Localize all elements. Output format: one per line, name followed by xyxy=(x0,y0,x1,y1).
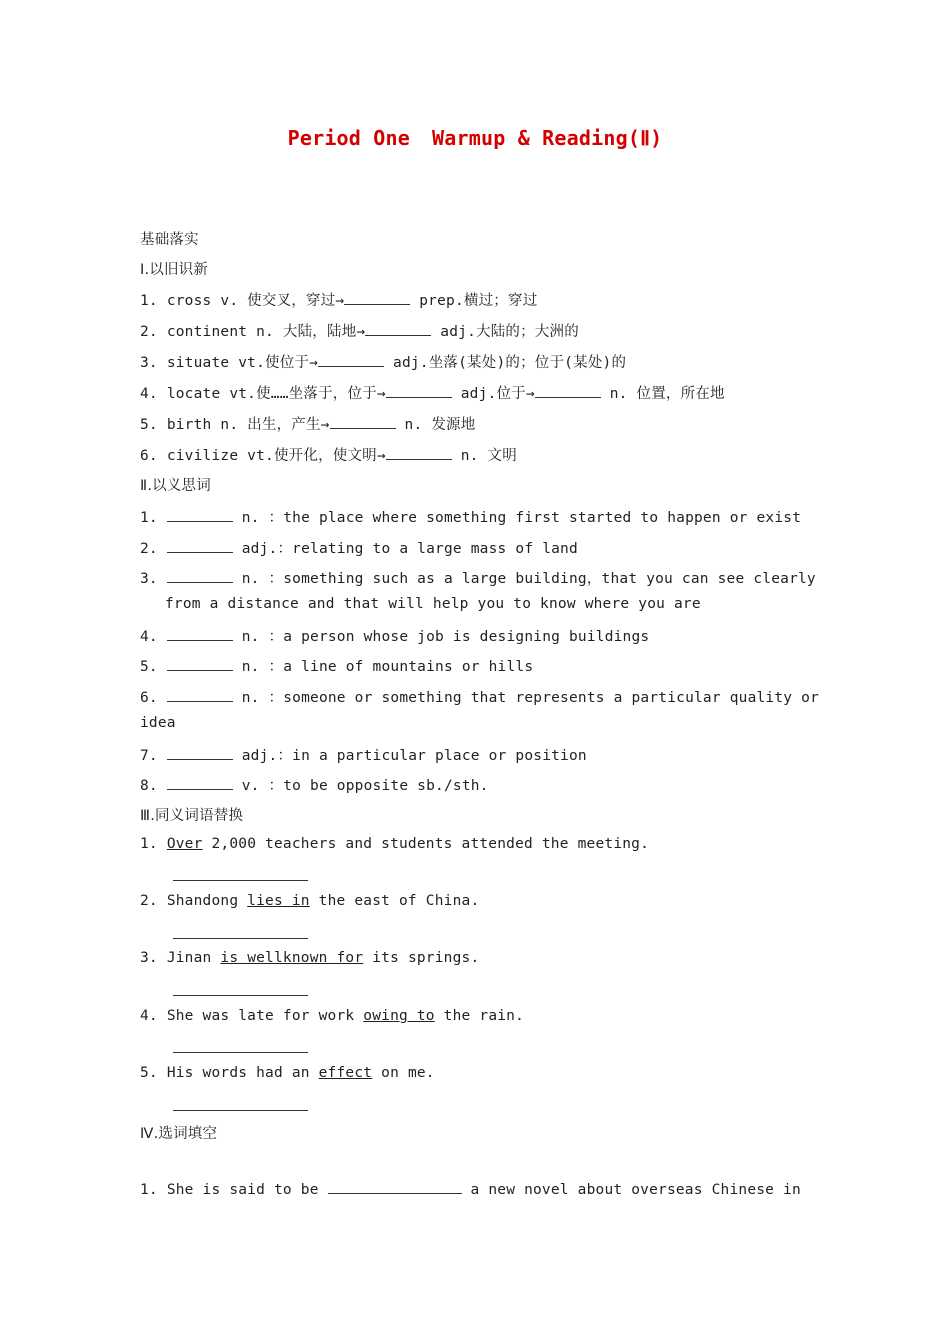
list-item: 1. cross v. 使交叉，穿过→ prep.横过；穿过 xyxy=(140,293,538,309)
title-topic: Warmup & Reading(Ⅱ) xyxy=(432,126,663,150)
list-item: 2. Shandong lies in the east of China. xyxy=(140,893,480,909)
list-item: 7. adj.：in a particular place or position xyxy=(140,748,587,764)
answer-blank[interactable] xyxy=(167,777,233,790)
answer-blank[interactable] xyxy=(344,292,410,305)
list-item: 6. civilize vt.使开化，使文明→ n. 文明 xyxy=(140,448,517,464)
answer-blank[interactable] xyxy=(167,658,233,671)
section-heading: 基础落实 xyxy=(140,232,199,248)
list-item: 6. n. ：someone or something that represents a particular quality or xyxy=(140,690,820,706)
underlined-phrase: lies in xyxy=(247,893,310,909)
list-item: 4. locate vt.使……坐落于，位于→ adj.位于→ n. 位置，所在地 xyxy=(140,386,725,402)
answer-line[interactable] xyxy=(173,1052,308,1053)
list-item: 2. adj.：relating to a large mass of land xyxy=(140,541,578,557)
list-item-continuation: from a distance and that will help you to know where you are xyxy=(165,596,701,612)
answer-blank[interactable] xyxy=(386,385,452,398)
list-item: 3. Jinan is wellknown for its springs. xyxy=(140,950,480,966)
list-item: 3. n. ：something such as a large building，that you can see clearly xyxy=(140,571,816,587)
answer-blank[interactable] xyxy=(535,385,601,398)
answer-blank[interactable] xyxy=(167,747,233,760)
list-item-continuation: idea xyxy=(140,715,176,731)
section-3-title: Ⅲ.同义词语替换 xyxy=(140,808,244,824)
title-period: Period One xyxy=(287,126,411,150)
answer-line[interactable] xyxy=(173,1110,308,1111)
underlined-phrase: effect xyxy=(318,1065,373,1081)
answer-blank[interactable] xyxy=(318,354,384,367)
answer-blank[interactable] xyxy=(365,323,431,336)
list-item: 5. n. ：a line of mountains or hills xyxy=(140,659,534,675)
answer-blank[interactable] xyxy=(167,689,233,702)
list-item: 3. situate vt.使位于→ adj.坐落(某处)的；位于(某处)的 xyxy=(140,355,627,371)
section-1-title: Ⅰ.以旧识新 xyxy=(140,262,209,278)
section-2-title: Ⅱ.以义思词 xyxy=(140,478,211,494)
list-item: 4. n. ：a person whose job is designing buildings xyxy=(140,629,650,645)
page-title xyxy=(0,126,950,150)
answer-blank[interactable] xyxy=(167,509,233,522)
list-item: 1. Over 2,000 teachers and students attended the meeting. xyxy=(140,836,650,852)
answer-line[interactable] xyxy=(173,880,308,881)
underlined-phrase: Over xyxy=(166,836,203,852)
answer-line[interactable] xyxy=(173,995,308,996)
list-item: 5. birth n. 出生，产生→ n. 发源地 xyxy=(140,417,476,433)
underlined-phrase: is wellknown for xyxy=(220,950,364,966)
answer-blank[interactable] xyxy=(167,540,233,553)
answer-line[interactable] xyxy=(173,938,308,939)
list-item: 8. v. ：to be opposite sb./sth. xyxy=(140,778,489,794)
list-item: 1. She is said to be a new novel about overseas Chinese in xyxy=(140,1182,801,1198)
list-item: 4. She was late for work owing to the rain. xyxy=(140,1008,525,1024)
answer-blank[interactable] xyxy=(330,416,396,429)
answer-blank[interactable] xyxy=(386,447,452,460)
list-item: 5. His words had an effect on me. xyxy=(140,1065,435,1081)
underlined-phrase: owing to xyxy=(363,1008,435,1024)
answer-blank[interactable] xyxy=(167,570,233,583)
list-item: 2. continent n. 大陆，陆地→ adj.大陆的；大洲的 xyxy=(140,324,579,340)
answer-blank[interactable] xyxy=(328,1181,462,1194)
section-4-title: Ⅳ.选词填空 xyxy=(140,1126,218,1142)
answer-blank[interactable] xyxy=(167,628,233,641)
list-item: 1. n. ：the place where something first started to happen or exist xyxy=(140,510,802,526)
